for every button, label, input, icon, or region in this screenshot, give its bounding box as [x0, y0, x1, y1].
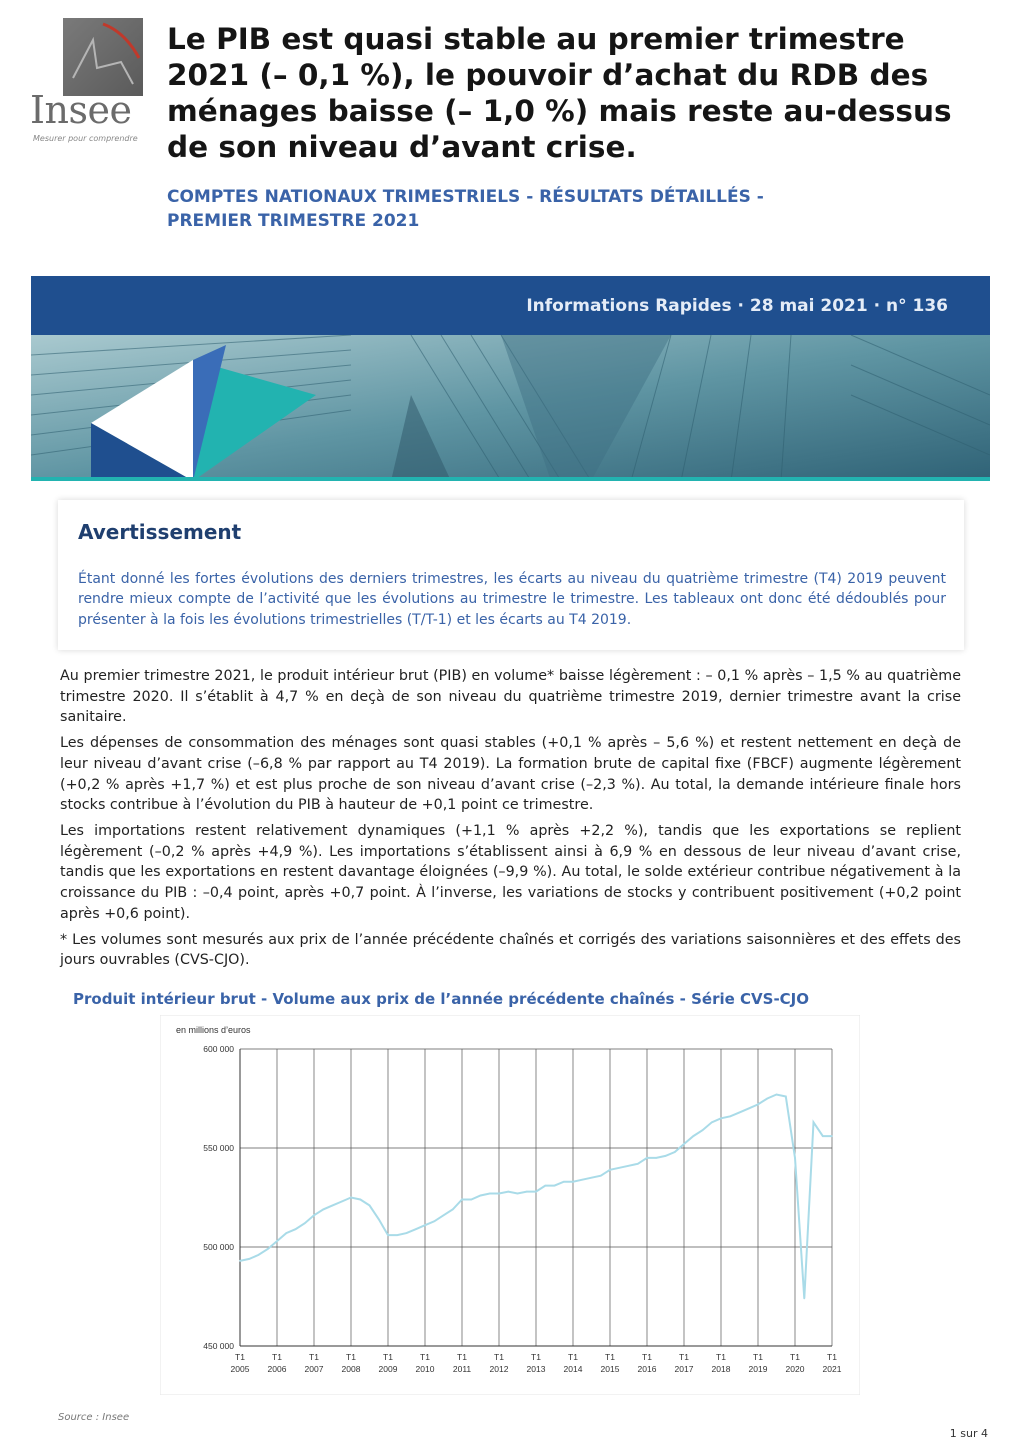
gdp-data-point	[507, 1191, 509, 1193]
gdp-data-point	[581, 1179, 583, 1181]
gdp-data-point	[378, 1218, 380, 1220]
gdp-data-point	[794, 1157, 796, 1159]
x-tick-label-quarter: T1	[383, 1352, 393, 1362]
gdp-data-point	[637, 1163, 639, 1165]
gdp-data-point	[332, 1205, 334, 1207]
gdp-data-point	[655, 1157, 657, 1159]
x-tick-label-year: 2010	[415, 1364, 435, 1374]
gdp-data-point	[304, 1222, 306, 1224]
banner-band	[31, 276, 990, 335]
x-tick-label-quarter: T1	[716, 1352, 726, 1362]
subtitle-line-1: COMPTES NATIONAUX TRIMESTRIELS - RÉSULTATS DÉTAILLÉS -	[167, 187, 764, 207]
x-tick-label-quarter: T1	[790, 1352, 800, 1362]
x-tick-label-quarter: T1	[346, 1352, 356, 1362]
gdp-data-point	[369, 1205, 371, 1207]
gdp-data-point	[572, 1181, 574, 1183]
banner-image	[31, 335, 990, 481]
gdp-data-point	[535, 1191, 537, 1193]
gdp-data-point	[711, 1121, 713, 1123]
x-tick-label-year: 2017	[674, 1364, 694, 1374]
gdp-data-point	[646, 1157, 648, 1159]
body-footnote: * Les volumes sont mesurés aux prix de l’année précédente chaînés et corrigés des variations saisonnières et des effets des jours ouvrables (CVS-CJO).	[60, 931, 961, 969]
logo-mark	[63, 18, 143, 96]
gdp-data-point	[406, 1232, 408, 1234]
gdp-data-point	[563, 1181, 565, 1183]
gdp-data-point	[350, 1197, 352, 1199]
gdp-data-point	[665, 1155, 667, 1157]
gdp-data-point	[776, 1094, 778, 1096]
gdp-data-point	[285, 1232, 287, 1234]
gdp-data-point	[489, 1193, 491, 1195]
x-tick-label-quarter: T1	[531, 1352, 541, 1362]
gdp-data-point	[554, 1185, 556, 1187]
gdp-data-point	[396, 1234, 398, 1236]
gdp-data-point	[239, 1260, 241, 1262]
x-tick-label-year: 2012	[489, 1364, 509, 1374]
x-tick-label-year: 2018	[711, 1364, 731, 1374]
x-tick-label-year: 2014	[563, 1364, 583, 1374]
gdp-data-point	[692, 1135, 694, 1137]
gdp-data-point	[720, 1118, 722, 1120]
gdp-data-point	[822, 1135, 824, 1137]
gdp-data-point	[600, 1175, 602, 1177]
gdp-data-point	[387, 1234, 389, 1236]
x-tick-label-quarter: T1	[568, 1352, 578, 1362]
x-tick-label-quarter: T1	[642, 1352, 652, 1362]
logo-tagline: Mesurer pour comprendre	[33, 134, 138, 143]
y-tick-label: 550 000	[203, 1143, 234, 1153]
logo-wordmark: Insee	[30, 88, 132, 132]
gdp-data-point	[591, 1177, 593, 1179]
x-tick-label-quarter: T1	[420, 1352, 430, 1362]
banner-underline	[31, 477, 990, 481]
page-number: 1 sur 4	[949, 1427, 988, 1440]
gdp-data-point	[544, 1185, 546, 1187]
x-tick-label-year: 2005	[230, 1364, 250, 1374]
x-tick-label-quarter: T1	[235, 1352, 245, 1362]
gdp-data-point	[803, 1298, 805, 1300]
body-paragraph-3: Les importations restent relativement dynamiques (+1,1 % après +2,2 %), tandis que les exportations se replient légèrement (–0,2 % après +4,9 %). Les importations s’établissent ainsi à 6,9 % en dessous de leur niveau d’avant crise, tandis que les exportations en restent davantage éloignées (–9,9 %). Au total, le solde extérieur contribue négativement à la croissance du PIB : –0,4 point, après +0,7 point. À l’inverse, les variations de stocks y contribuent positivement (+0,2 point après +0,6 point).	[60, 823, 961, 922]
gdp-data-point	[258, 1254, 260, 1256]
gdp-data-point	[359, 1199, 361, 1201]
gdp-data-point	[674, 1151, 676, 1153]
x-tick-label-quarter: T1	[679, 1352, 689, 1362]
gdp-data-point	[470, 1199, 472, 1201]
unit-label: en millions d’euros	[176, 1025, 251, 1035]
gdp-data-point	[341, 1201, 343, 1203]
x-tick-label-year: 2011	[452, 1364, 472, 1374]
gdp-data-point	[702, 1129, 704, 1131]
chart-background	[160, 1015, 860, 1395]
body-paragraph-1: Au premier trimestre 2021, le produit intérieur brut (PIB) en volume* baisse légèrement : – 0,1 % après – 1,5 % au quatrième trimestre 2020. Il s’établit à 4,7 % en deçà de son niveau du quatrième trimestre 2019, dernier trimestre avant la crise sanitaire.	[60, 668, 961, 726]
x-tick-label-quarter: T1	[494, 1352, 504, 1362]
subtitle-line-2: PREMIER TRIMESTRE 2021	[167, 210, 420, 231]
source-note: Source : Insee	[58, 1412, 130, 1423]
gdp-data-point	[785, 1096, 787, 1098]
gdp-data-point	[831, 1135, 833, 1137]
gdp-data-point	[609, 1169, 611, 1171]
x-tick-label-quarter: T1	[605, 1352, 615, 1362]
x-tick-label-quarter: T1	[753, 1352, 763, 1362]
warning-box	[58, 500, 964, 650]
gdp-data-point	[498, 1193, 500, 1195]
gdp-data-point	[480, 1195, 482, 1197]
gdp-data-point	[452, 1209, 454, 1211]
gdp-data-point	[461, 1199, 463, 1201]
gdp-data-point	[628, 1165, 630, 1167]
gdp-data-point	[813, 1121, 815, 1123]
gdp-data-point	[248, 1258, 250, 1260]
gdp-data-point	[526, 1191, 528, 1193]
body-text	[60, 666, 961, 976]
gdp-data-point	[729, 1116, 731, 1118]
gdp-data-point	[415, 1228, 417, 1230]
gdp-data-point	[424, 1224, 426, 1226]
gdp-data-point	[618, 1167, 620, 1169]
warning-text: Étant donné les fortes évolutions des derniers trimestres, les écarts au niveau du quatrième trimestre (T4) 2019 peuvent rendre mieux compte de l’activité que les évolutions au trimestre le trimestre. Les tableaux ont donc été dédoublés pour présenter à la fois les évolutions trimestrielles (T/T-1) et les écarts au T4 2019.	[78, 571, 946, 628]
y-tick-label: 500 000	[203, 1242, 234, 1252]
chart-title: Produit intérieur brut - Volume aux prix de l’année précédente chaînés - Série CVS-CJO	[73, 990, 810, 1008]
x-tick-label-year: 2019	[748, 1364, 768, 1374]
gdp-data-point	[322, 1209, 324, 1211]
x-tick-label-year: 2013	[526, 1364, 546, 1374]
x-tick-label-year: 2016	[637, 1364, 657, 1374]
gdp-data-point	[517, 1193, 519, 1195]
x-tick-label-year: 2006	[267, 1364, 287, 1374]
gdp-data-point	[766, 1098, 768, 1100]
x-tick-label-quarter: T1	[827, 1352, 837, 1362]
y-tick-label: 600 000	[203, 1044, 234, 1054]
x-tick-label-year: 2009	[378, 1364, 398, 1374]
warning-title: Avertissement	[78, 520, 242, 544]
gdp-data-point	[683, 1143, 685, 1145]
insee-logo	[30, 18, 145, 148]
gdp-line-chart	[160, 1015, 860, 1395]
gdp-data-point	[748, 1108, 750, 1110]
page-title: Le PIB est quasi stable au premier trimestre 2021 (– 0,1 %), le pouvoir d’achat du RDB des ménages baisse (– 1,0 %) mais reste au-dessus de son niveau d’avant crise.	[167, 22, 952, 164]
publication-info: Informations Rapides · 28 mai 2021 · n° 136	[526, 296, 948, 316]
page-subtitle	[167, 186, 927, 234]
x-tick-label-year: 2020	[785, 1364, 805, 1374]
gdp-data-point	[433, 1220, 435, 1222]
y-tick-label: 450 000	[203, 1341, 234, 1351]
x-tick-label-quarter: T1	[309, 1352, 319, 1362]
gdp-data-point	[276, 1240, 278, 1242]
x-tick-label-year: 2021	[822, 1364, 842, 1374]
x-tick-label-year: 2008	[341, 1364, 361, 1374]
gdp-data-point	[739, 1112, 741, 1114]
body-paragraph-2: Les dépenses de consommation des ménages sont quasi stables (+0,1 % après – 5,6 %) et restent nettement en deçà de leur niveau d’avant crise (–6,8 % par rapport au T4 2019). La formation brute de capital fixe (FBCF) augmente légèrement (+0,2 % après +1,7 %) et est plus proche de son niveau d’avant crise (–2,3 %). Au total, la demande intérieure finale hors stocks contribue à l’évolution du PIB à hauteur de +0,1 point ce trimestre.	[60, 735, 961, 814]
x-tick-label-year: 2015	[600, 1364, 620, 1374]
gdp-data-point	[295, 1228, 297, 1230]
x-tick-label-quarter: T1	[457, 1352, 467, 1362]
gdp-data-point	[757, 1104, 759, 1106]
x-tick-label-year: 2007	[304, 1364, 324, 1374]
gdp-data-point	[443, 1215, 445, 1217]
header-banner	[31, 276, 990, 481]
x-tick-label-quarter: T1	[272, 1352, 282, 1362]
gdp-data-point	[313, 1215, 315, 1217]
gdp-data-point	[267, 1248, 269, 1250]
